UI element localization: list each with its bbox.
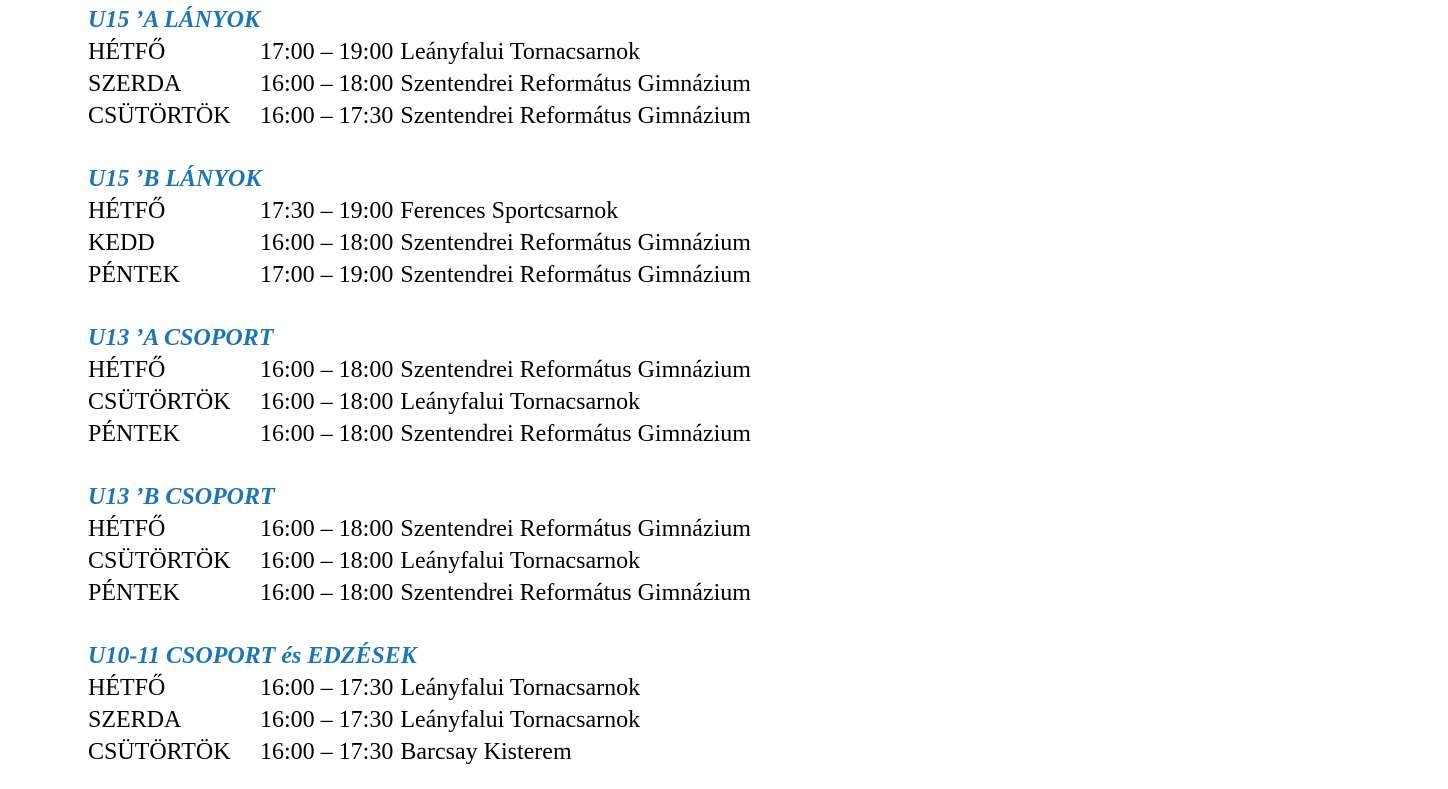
time-range: 16:00 – 18:00 <box>260 71 394 97</box>
day-label: KEDD <box>88 230 155 256</box>
schedule-row <box>88 577 988 609</box>
schedule-row <box>88 736 988 768</box>
venue-name: Szentendrei Református Gimnázium <box>400 421 751 447</box>
group-title: U15 ’A LÁNYOK <box>88 7 261 33</box>
venue-name: Szentendrei Református Gimnázium <box>400 71 751 97</box>
day-label: CSÜTÖRTÖK <box>88 739 231 765</box>
schedule-group <box>88 4 988 132</box>
day-label: PÉNTEK <box>88 580 180 606</box>
venue-name: Leányfalui Tornacsarnok <box>400 675 641 701</box>
schedule-group <box>88 322 988 450</box>
schedule-row <box>88 704 988 736</box>
time-range: 16:00 – 18:00 <box>260 357 394 383</box>
venue-name: Szentendrei Református Gimnázium <box>400 516 751 542</box>
venue-name: Szentendrei Református Gimnázium <box>400 357 751 383</box>
time-range: 17:30 – 19:00 <box>260 198 394 224</box>
venue-name: Leányfalui Tornacsarnok <box>400 707 641 733</box>
schedule-row <box>88 354 988 386</box>
venue-name: Ferences Sportcsarnok <box>400 198 619 224</box>
schedule-row <box>88 545 988 577</box>
day-label: HÉTFŐ <box>88 198 166 224</box>
group-title: U10-11 CSOPORT és EDZÉSEK <box>88 643 417 669</box>
schedule-row <box>88 513 988 545</box>
schedule-row <box>88 227 988 259</box>
time-range: 16:00 – 17:30 <box>260 739 394 765</box>
schedule-row <box>88 36 988 68</box>
time-range: 16:00 – 18:00 <box>260 580 394 606</box>
time-range: 16:00 – 18:00 <box>260 548 394 574</box>
venue-name: Szentendrei Református Gimnázium <box>400 103 751 129</box>
schedule-document <box>88 4 988 768</box>
schedule-row <box>88 68 988 100</box>
schedule-group <box>88 481 988 609</box>
venue-name: Leányfalui Tornacsarnok <box>400 39 641 65</box>
venue-name: Szentendrei Református Gimnázium <box>400 262 751 288</box>
venue-name: Leányfalui Tornacsarnok <box>400 548 641 574</box>
day-label: CSÜTÖRTÖK <box>88 389 231 415</box>
schedule-row <box>88 195 988 227</box>
time-range: 16:00 – 18:00 <box>260 516 394 542</box>
time-range: 17:00 – 19:00 <box>260 39 394 65</box>
schedule-row <box>88 259 988 291</box>
group-title: U13 ’A CSOPORT <box>88 325 274 351</box>
day-label: HÉTFŐ <box>88 39 166 65</box>
schedule-group <box>88 640 988 768</box>
time-range: 17:00 – 19:00 <box>260 262 394 288</box>
day-label: PÉNTEK <box>88 262 180 288</box>
venue-name: Barcsay Kisterem <box>400 739 572 765</box>
day-label: SZERDA <box>88 71 182 97</box>
venue-name: Leányfalui Tornacsarnok <box>400 389 641 415</box>
venue-name: Szentendrei Református Gimnázium <box>400 580 751 606</box>
schedule-group <box>88 163 988 291</box>
day-label: SZERDA <box>88 707 182 733</box>
schedule-row <box>88 418 988 450</box>
time-range: 16:00 – 18:00 <box>260 389 394 415</box>
schedule-row <box>88 386 988 418</box>
time-range: 16:00 – 17:30 <box>260 675 394 701</box>
time-range: 16:00 – 17:30 <box>260 103 394 129</box>
group-title: U13 ’B CSOPORT <box>88 484 275 510</box>
day-label: PÉNTEK <box>88 421 180 447</box>
time-range: 16:00 – 18:00 <box>260 230 394 256</box>
day-label: HÉTFŐ <box>88 357 166 383</box>
group-title: U15 ’B LÁNYOK <box>88 166 262 192</box>
schedule-row <box>88 100 988 132</box>
time-range: 16:00 – 17:30 <box>260 707 394 733</box>
day-label: HÉTFŐ <box>88 675 166 701</box>
venue-name: Szentendrei Református Gimnázium <box>400 230 751 256</box>
schedule-row <box>88 672 988 704</box>
day-label: CSÜTÖRTÖK <box>88 103 231 129</box>
day-label: CSÜTÖRTÖK <box>88 548 231 574</box>
day-label: HÉTFŐ <box>88 516 166 542</box>
time-range: 16:00 – 18:00 <box>260 421 394 447</box>
